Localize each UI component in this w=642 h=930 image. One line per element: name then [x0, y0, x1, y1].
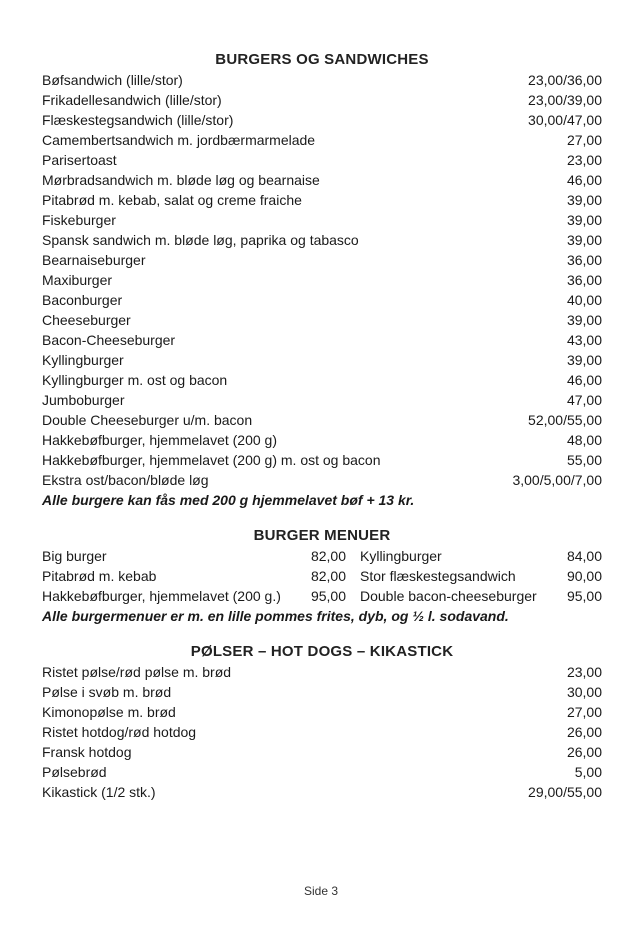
item-name: Ristet pølse/rød pølse m. brød [42, 664, 232, 680]
menus-left-column [42, 546, 346, 606]
item-price: 39,00 [566, 352, 602, 368]
item-price: 52,00/55,00 [528, 412, 602, 428]
burgers-list [42, 70, 602, 490]
item-price: 95,00 [310, 588, 346, 604]
item-price: 39,00 [566, 192, 602, 208]
item-price: 29,00/55,00 [528, 784, 602, 800]
item-name: Hakkebøfburger, hjemmelavet (200 g) m. ost og bacon [42, 452, 381, 468]
item-name: Flæskestegsandwich (lille/stor) [42, 112, 234, 128]
menu-item-row [42, 762, 602, 782]
menu-item-row [42, 546, 346, 566]
menu-item-row [42, 270, 602, 290]
page-number: Side 3 [303, 884, 339, 898]
menu-item-row [42, 702, 602, 722]
hotdogs-list [42, 662, 602, 802]
menu-item-row [42, 430, 602, 450]
menu-item-row [42, 390, 602, 410]
item-price: 23,00 [566, 664, 602, 680]
burgers-note: Alle burgere kan fås med 200 g hjemmelavet bøf + 13 kr. [42, 492, 415, 508]
item-name: Kyllingburger m. ost og bacon [42, 372, 228, 388]
item-price: 48,00 [566, 432, 602, 448]
item-price: 23,00 [566, 152, 602, 168]
menu-item-row [42, 566, 346, 586]
item-price: 82,00 [310, 568, 346, 584]
menu-item-row [42, 70, 602, 90]
item-name: Spansk sandwich m. bløde løg, paprika og tabasco [42, 232, 359, 248]
menu-item-row [360, 566, 602, 586]
item-name: Kikastick (1/2 stk.) [42, 784, 156, 800]
item-name: Pølsebrød [42, 764, 107, 780]
menu-item-row [42, 170, 602, 190]
item-price: 30,00 [566, 684, 602, 700]
menu-item-row [42, 330, 602, 350]
item-name: Cheeseburger [42, 312, 131, 328]
section-title-burgers: BURGERS OG SANDWICHES [215, 51, 429, 68]
menu-item-row [42, 350, 602, 370]
menu-item-row [42, 470, 602, 490]
item-price: 36,00 [566, 272, 602, 288]
menu-item-row [42, 682, 602, 702]
menu-item-row [360, 586, 602, 606]
item-price: 82,00 [310, 548, 346, 564]
item-name: Kimonopølse m. brød [42, 704, 176, 720]
item-name: Pølse i svøb m. brød [42, 684, 172, 700]
menu-item-row [42, 586, 346, 606]
item-name: Baconburger [42, 292, 123, 308]
item-price: 39,00 [566, 232, 602, 248]
item-price: 55,00 [566, 452, 602, 468]
item-name: Camembertsandwich m. jordbærmarmelade [42, 132, 316, 148]
item-price: 3,00/5,00/7,00 [512, 472, 602, 488]
item-price: 43,00 [566, 332, 602, 348]
item-name: Fiskeburger [42, 212, 116, 228]
item-price: 47,00 [566, 392, 602, 408]
item-price: 40,00 [566, 292, 602, 308]
item-price: 84,00 [566, 548, 602, 564]
item-price: 27,00 [566, 132, 602, 148]
menu-item-row [42, 722, 602, 742]
menu-item-row [42, 150, 602, 170]
item-price: 26,00 [566, 744, 602, 760]
section-title-hotdogs: PØLSER – HOT DOGS – KIKASTICK [190, 643, 454, 660]
item-name: Frikadellesandwich (lille/stor) [42, 92, 222, 108]
item-name: Hakkebøfburger, hjemmelavet (200 g.) [42, 588, 281, 604]
menu-item-row [42, 210, 602, 230]
menus-right-column [360, 546, 602, 606]
menus-grid [42, 546, 602, 606]
item-name: Stor flæskestegsandwich [360, 568, 516, 584]
item-price: 90,00 [566, 568, 602, 584]
item-price: 39,00 [566, 312, 602, 328]
menu-item-row [42, 742, 602, 762]
section-title-menus: BURGER MENUER [253, 527, 391, 544]
item-name: Kyllingburger [42, 352, 124, 368]
item-name: Ekstra ost/bacon/bløde løg [42, 472, 209, 488]
item-name: Double bacon-cheeseburger [360, 588, 537, 604]
item-price: 5,00 [574, 764, 602, 780]
item-name: Maxiburger [42, 272, 113, 288]
item-name: Bøfsandwich (lille/stor) [42, 72, 183, 88]
item-name: Fransk hotdog [42, 744, 132, 760]
item-name: Double Cheeseburger u/m. bacon [42, 412, 253, 428]
item-name: Bacon-Cheeseburger [42, 332, 176, 348]
item-name: Bearnaiseburger [42, 252, 146, 268]
item-name: Ristet hotdog/rød hotdog [42, 724, 197, 740]
menu-item-row [42, 230, 602, 250]
item-name: Jumboburger [42, 392, 125, 408]
menu-item-row [42, 130, 602, 150]
menu-item-row [42, 450, 602, 470]
item-name: Big burger [42, 548, 107, 564]
item-name: Mørbradsandwich m. bløde løg og bearnaise [42, 172, 320, 188]
item-price: 23,00/39,00 [528, 92, 602, 108]
menu-item-row [42, 370, 602, 390]
menu-item-row [42, 662, 602, 682]
menu-item-row [42, 310, 602, 330]
item-price: 46,00 [566, 172, 602, 188]
menu-item-row [42, 250, 602, 270]
menu-item-row [42, 190, 602, 210]
menus-note: Alle burgermenuer er m. en lille pommes frites, dyb, og ½ l. sodavand. [42, 608, 509, 624]
item-price: 36,00 [566, 252, 602, 268]
menu-item-row [42, 90, 602, 110]
item-name: Pitabrød m. kebab, salat og creme fraiche [42, 192, 302, 208]
item-name: Kyllingburger [360, 548, 442, 564]
item-price: 23,00/36,00 [528, 72, 602, 88]
item-price: 39,00 [566, 212, 602, 228]
menu-item-row [42, 110, 602, 130]
item-name: Hakkebøfburger, hjemmelavet (200 g) [42, 432, 277, 448]
menu-item-row [42, 290, 602, 310]
item-price: 46,00 [566, 372, 602, 388]
item-price: 95,00 [566, 588, 602, 604]
menu-item-row [42, 410, 602, 430]
item-price: 26,00 [566, 724, 602, 740]
menu-item-row [360, 546, 602, 566]
item-name: Parisertoast [42, 152, 117, 168]
item-price: 30,00/47,00 [528, 112, 602, 128]
item-name: Pitabrød m. kebab [42, 568, 157, 584]
item-price: 27,00 [566, 704, 602, 720]
menu-item-row [42, 782, 602, 802]
menu-page [42, 50, 602, 802]
